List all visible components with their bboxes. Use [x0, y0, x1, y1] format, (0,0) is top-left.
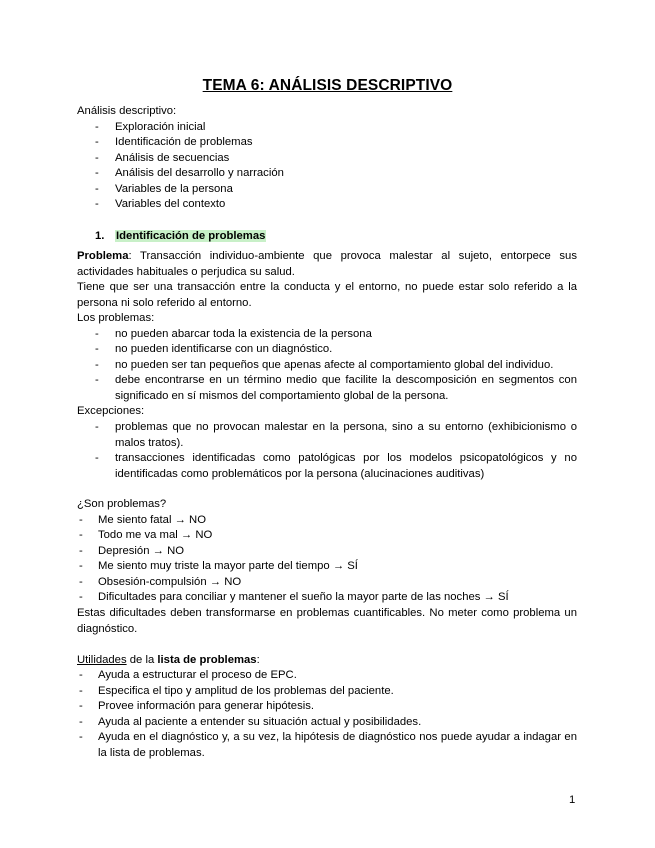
uses-label: Utilidades de la lista de problemas:: [77, 654, 260, 666]
intro-label: Análisis descriptivo:: [77, 105, 177, 117]
problem-definition: Problema: Transacción individuo-ambiente que provoca malestar al sujeto, entorpece sus actividades habituales o perjudica su salud.: [77, 250, 577, 278]
section-heading: 1. Identificación de problemas: [95, 230, 266, 242]
page-number: 1: [569, 794, 576, 806]
question: ¿Son problemas?: [77, 498, 167, 510]
problems-label: Los problemas:: [77, 312, 155, 324]
conclusion: Estas dificultades deben transformarse en problemas cuantificables. No meter como problema un diagnóstico.: [77, 607, 577, 635]
document-page: TEMA 6: ANÁLISIS DESCRIPTIVO Análisis descriptivo: - Exploración inicial - Identificación de problemas - Análisis de secuencias - Análisis del desarrollo y narración - Variables de la persona - Variables del contexto 1. Identificación de problemas Problema: Transacción individuo-ambiente que provoca malestar al sujeto, entorpece sus actividades habituales o perjudica su salud. Tiene que ser una transacción entre la conducta y el entorno, no puede estar solo referido a la persona ni solo referido al entorno. Los problemas: - no pueden abarcar toda la existencia de la persona - no pueden identificarse con un diagnóstico. - no pueden ser tan pequeños que apenas afecte al comportamiento global del individuo. - debe encontrarse en un término medio que facilite la descomposición en segmentos con significado en sí mismos del comportamiento global de la persona. Excepciones: - problemas que no provocan malestar en la persona, sino a su entorno (exhibicionismo o malos tratos). - transacciones identificadas como patológicas por los modelos psicopatológicos y no identificadas como problemáticos por la persona (alucinaciones auditivas) ¿Son problemas? - Me siento fatal → NO - Todo me va mal → NO - Depresión → NO - Me siento muy triste la mayor parte del tiempo → SÍ - Obsesión-compulsión → NO - Dificultades para conciliar y mantener el sueño la mayor parte de las noches → SÍ Estas dificultades deben transformarse en problemas cuantificables. No meter como problema un diagnóstico. Utilidades de la lista de problemas: - Ayuda a estructurar el proceso de EPC. - Especifica el tipo y amplitud de los problemas del paciente. - Provee información para generar hipótesis. - Ayuda al paciente a entender su situación actual y posibilidades. - Ayuda en el diagnóstico y, a su vez, la hipótesis de diagnóstico nos puede ayudar a indagar en la lista de problemas. 1: [0, 0, 655, 848]
exceptions-label: Excepciones:: [77, 405, 145, 417]
page-title: TEMA 6: ANÁLISIS DESCRIPTIVO: [202, 77, 453, 94]
paragraph: Tiene que ser una transacción entre la conducta y el entorno, no puede estar solo referido a la persona ni solo referido al entorno.: [77, 281, 577, 309]
